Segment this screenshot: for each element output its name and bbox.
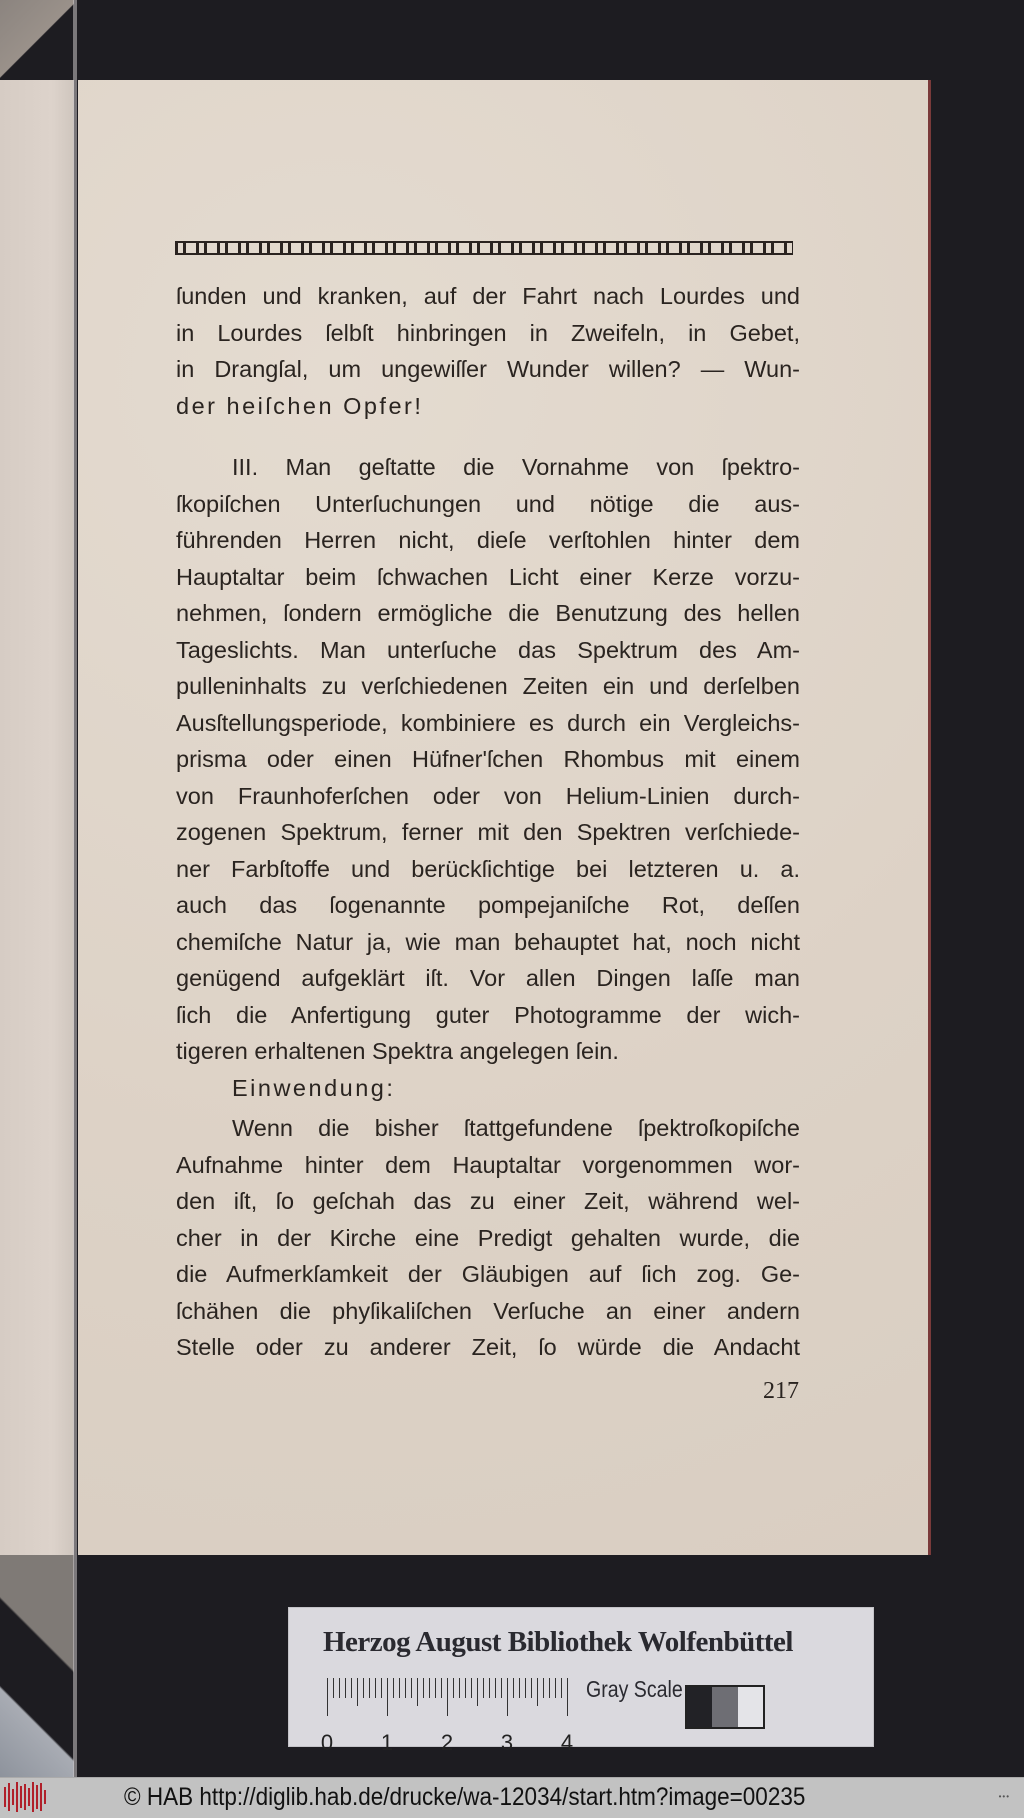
footer-mini-icon: ••• — [998, 1792, 1010, 1801]
paragraph-continuation — [176, 278, 800, 424]
text-line: Wenn die bisher ſtattgefundene ſpektroſkopiſche — [232, 1115, 800, 1141]
color-calibration-card — [288, 1607, 874, 1755]
gray-scale-swatch — [685, 1685, 765, 1729]
text-line: Hauptaltar beim ſchwachen Licht einer Kerze vorzu- — [176, 563, 800, 590]
text-line: ner Farbſtoffe und berückſichtige bei letzteren u. a. — [176, 855, 800, 882]
paragraph-section-iii — [176, 449, 800, 1070]
ruler-label: 1 — [380, 1730, 394, 1755]
footer-bar — [0, 1777, 1024, 1818]
swatch-light — [738, 1687, 763, 1727]
text-line: ſunden und kranken, auf der Fahrt nach Lourdes und — [176, 283, 800, 309]
text-line: den iſt, ſo geſchah das zu einer Zeit, während wel- — [176, 1188, 800, 1214]
previous-page-corner — [0, 0, 74, 80]
text-line: von Fraunhoferſchen oder von Helium-Linien durch- — [176, 782, 800, 809]
hab-logo-icon — [4, 1782, 46, 1812]
previous-page-edge — [0, 80, 74, 1555]
ruler-label: 3 — [500, 1730, 514, 1755]
text-line: nehmen, ſondern ermögliche die Benutzung des hellen — [176, 600, 800, 626]
swatch-mid — [712, 1687, 737, 1727]
swatch-dark — [687, 1687, 712, 1727]
ruler-label: 4 — [560, 1730, 574, 1755]
text-line: Stelle oder zu anderer Zeit, ſo würde die Andacht — [176, 1334, 800, 1360]
section-heading: Einwendung: — [232, 1075, 396, 1101]
gray-scale-label: Gray Scale — [586, 1676, 683, 1702]
paragraph-einwendung — [176, 1110, 800, 1366]
page-number: 217 — [763, 1378, 799, 1404]
ruler-icon — [320, 1678, 574, 1755]
text-line: Aufnahme hinter dem Hauptaltar vorgenommen wor- — [176, 1151, 800, 1178]
text-line: in Lourdes ſelbſt hinbringen in Zweifeln, in Gebet, — [176, 319, 800, 346]
copyright-url[interactable]: © HAB http://diglib.hab.de/drucke/wa-12034/start.htm?image=00235 — [124, 1783, 806, 1811]
ruler-label: 0 — [320, 1730, 334, 1755]
glass-plate-edge — [73, 0, 77, 1777]
text-line: chemiſche Natur ja, wie man behauptet hat, noch nicht — [176, 928, 800, 955]
text-line: in Drangſal, um ungewiſſer Wunder willen? — Wun- — [176, 356, 800, 382]
text-line: zogenen Spektrum, ferner mit den Spektren verſchiede- — [176, 819, 800, 845]
text-line: auch das ſogenannte pompejaniſche Rot, deſſen — [176, 892, 800, 918]
text-line: ſchähen die phyſikaliſchen Verſuche an einer andern — [176, 1297, 800, 1324]
text-line: ſkopiſchen Unterſuchungen und nötige die aus- — [176, 490, 800, 517]
text-line: Tageslichts. Man unterſuche das Spektrum des Am- — [176, 636, 800, 663]
text-line: III. Man geſtatte die Vornahme von ſpektro- — [232, 454, 800, 480]
einwendung-heading — [176, 1070, 800, 1107]
text-line: führenden Herren nicht, dieſe verſtohlen hinter dem — [176, 527, 800, 553]
ornamental-border-icon — [175, 241, 793, 255]
text-line: Ausſtellungsperiode, kombiniere es durch ein Vergleichs- — [176, 709, 800, 736]
text-line: die Aufmerkſamkeit der Gläubigen auf ſich zog. Ge- — [176, 1261, 800, 1287]
text-line: genügend aufgeklärt iſt. Vor allen Dingen laſſe man — [176, 965, 800, 991]
previous-page-bottom-corner — [0, 1555, 74, 1777]
library-name: Herzog August Bibliothek Wolfenbüttel — [323, 1626, 793, 1658]
text-line: ſich die Anfertigung guter Photogramme der wich- — [176, 1001, 800, 1028]
text-line: prisma oder einen Hüfner'ſchen Rhombus mit einem — [176, 746, 800, 772]
text-line: tigeren erhaltenen Spektra angelegen ſein. — [176, 1038, 619, 1064]
ruler-label: 2 — [440, 1730, 454, 1755]
text-line: pulleninhalts zu verſchiedenen Zeiten ein und derſelben — [176, 673, 800, 699]
text-line: cher in der Kirche eine Predigt gehalten wurde, die — [176, 1224, 800, 1251]
text-line: der heiſchen Opfer! — [176, 392, 424, 419]
